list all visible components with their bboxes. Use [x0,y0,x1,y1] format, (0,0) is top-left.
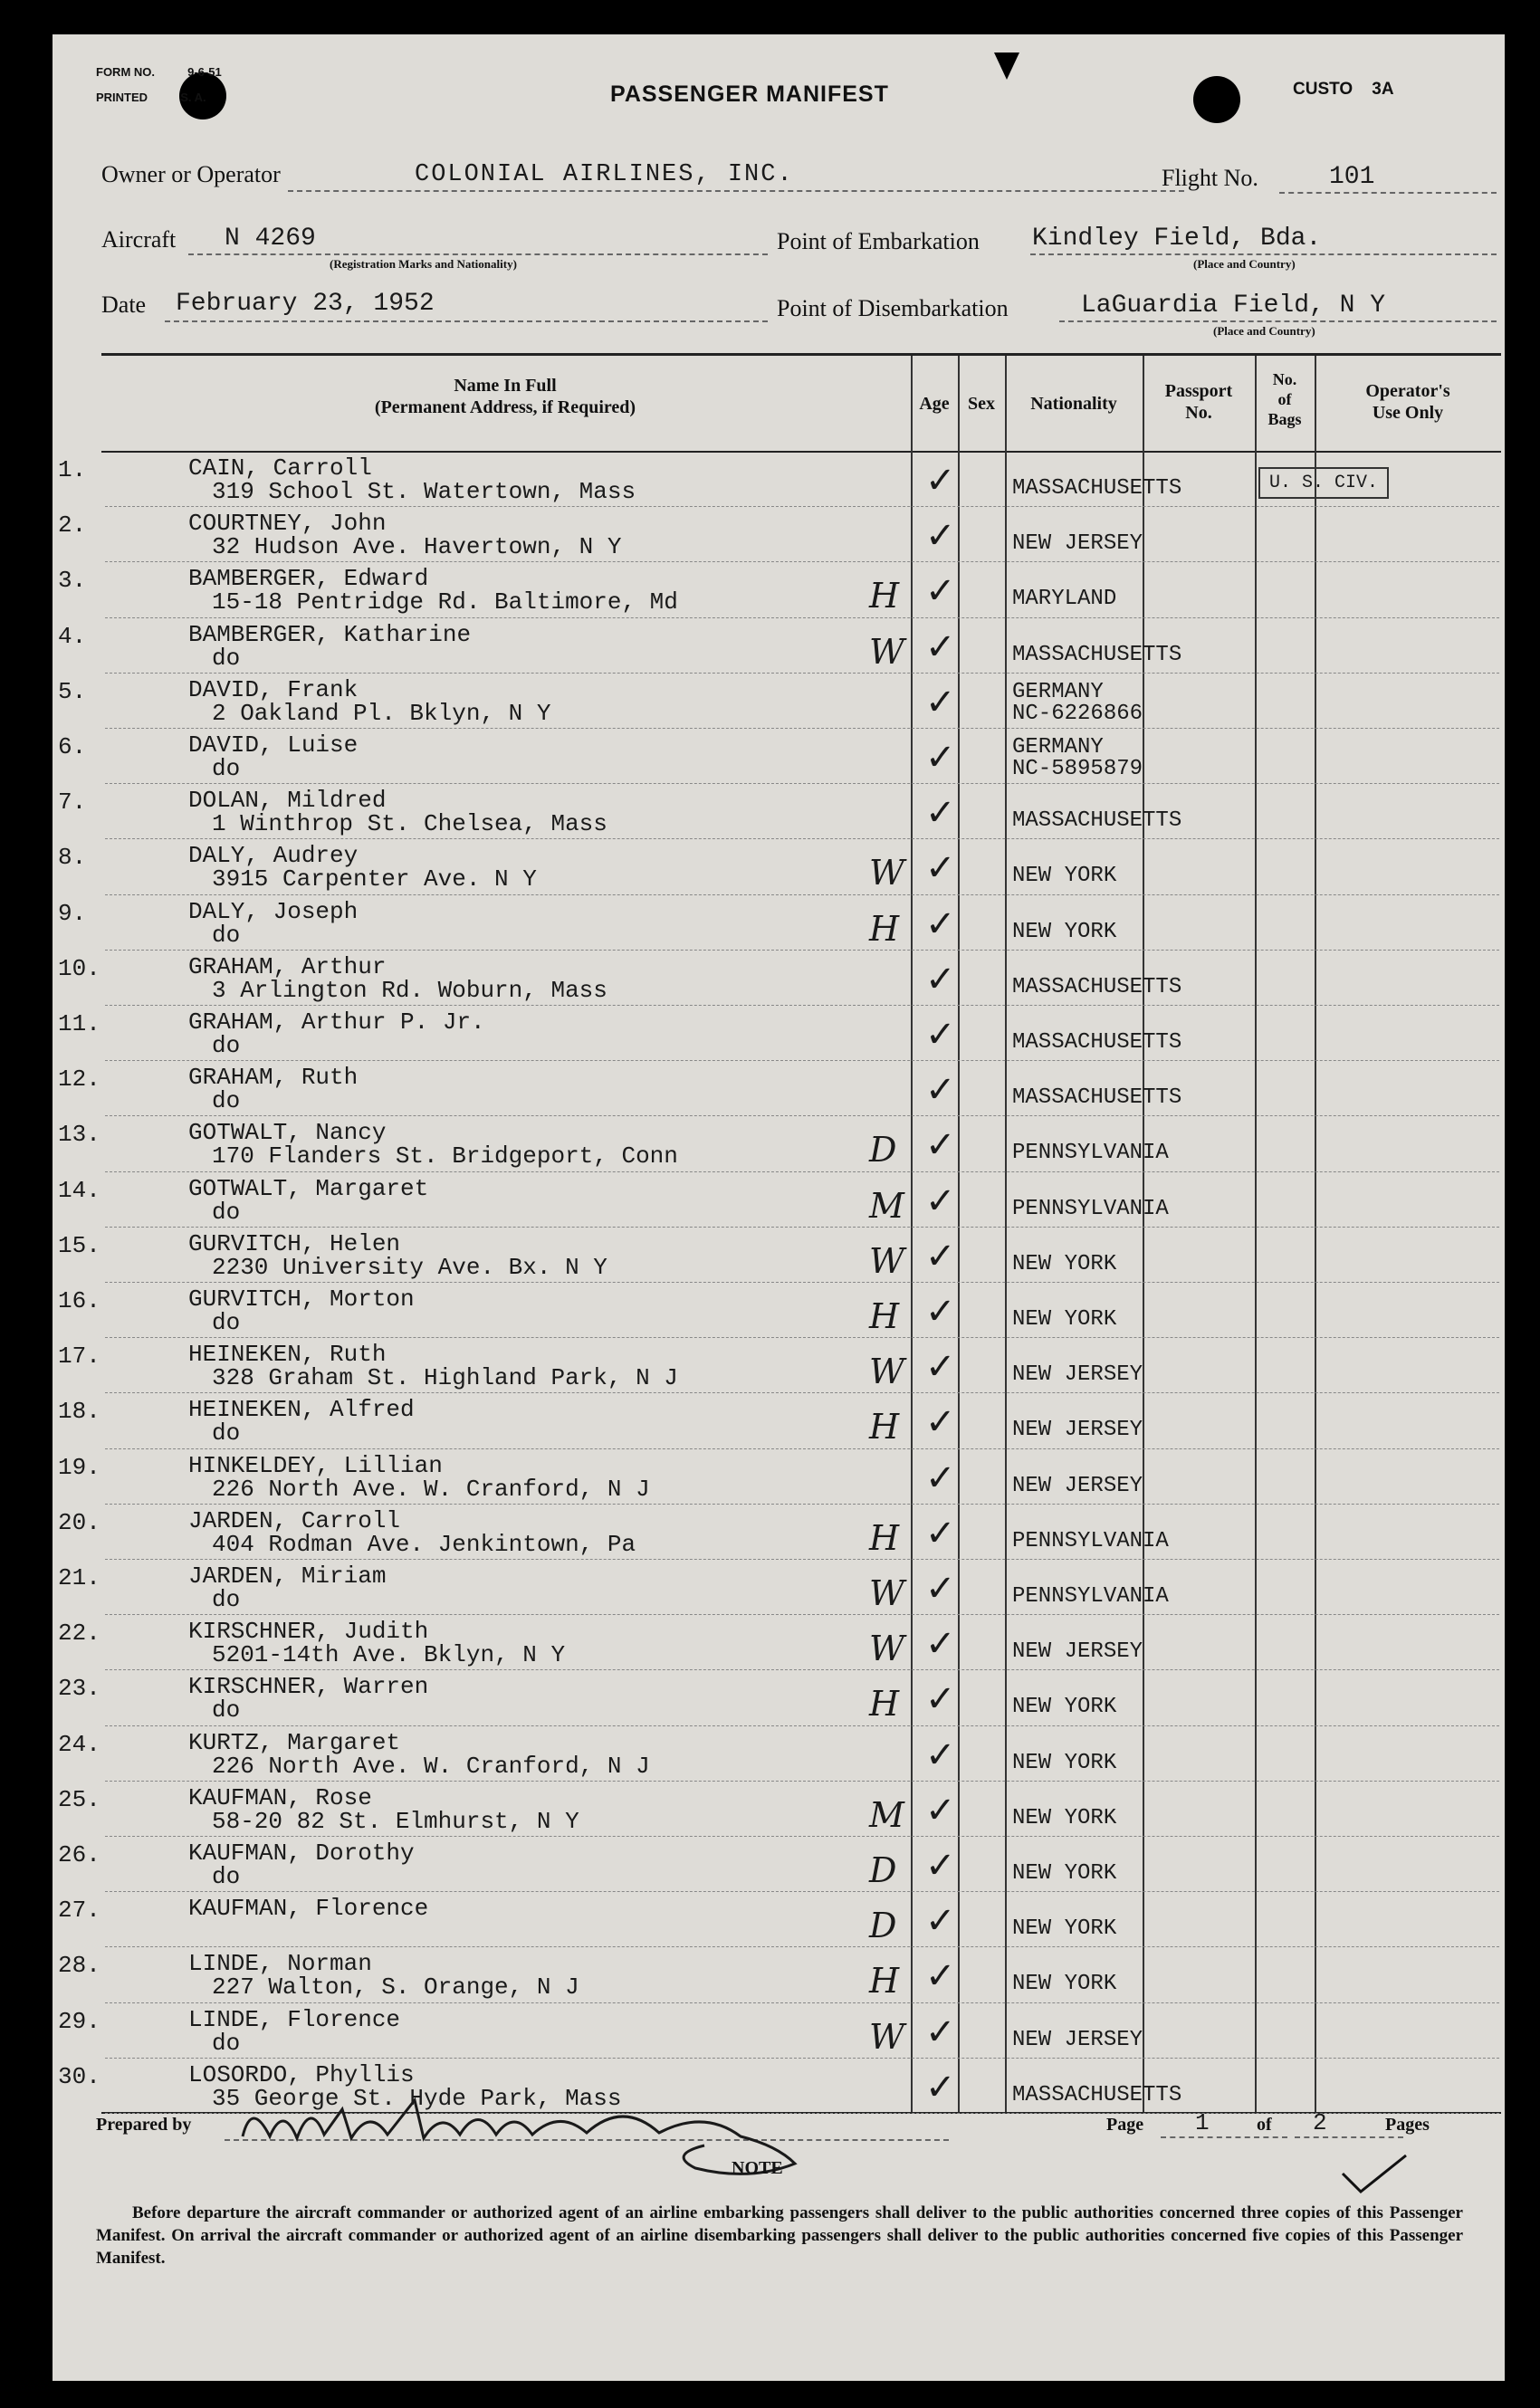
nationality: NEW YORK [1012,1695,1117,1720]
passenger-address: 170 Flanders St. Bridgeport, Conn [212,1142,678,1171]
passenger-address: do [212,1696,241,1725]
nationality: NEW JERSEY [1012,1418,1143,1443]
row-number: 10. [58,954,100,982]
table-row [53,1448,1505,1504]
passenger-address: do [212,755,241,782]
date-underline [165,320,768,322]
passenger-name: HEINEKEN, Ruth [188,1341,387,1369]
table-row [53,2002,1505,2058]
disembark-underline [1059,320,1497,322]
sex-check-mark: ✓ [925,737,956,779]
sex-check-mark: ✓ [925,1180,956,1222]
row-number: 27. [58,1897,100,1925]
passenger-name: KAUFMAN, Dorothy [188,1839,415,1867]
passenger-name: GURVITCH, Helen [188,1229,401,1257]
table-row [53,1836,1505,1891]
disembark-value: LaGuardia Field, N Y [1081,291,1386,320]
passenger-name: DALY, Audrey [188,842,359,870]
passenger-name: KIRSCHNER, Judith [188,1618,429,1646]
sex-check-mark: ✓ [925,1124,956,1167]
table-row [53,506,1505,561]
row-number: 11. [58,1010,100,1037]
sex-check-mark: ✓ [925,1955,956,1998]
sex-check-mark: ✓ [925,515,956,558]
table-row [53,894,1505,950]
aircraft-note: (Registration Marks and Nationality) [330,257,517,271]
sex-check-mark: ✓ [925,1734,956,1776]
table-row [53,1005,1505,1060]
passenger-address: 5201-14th Ave. Bklyn, N Y [212,1641,566,1669]
passenger-name: LINDE, Norman [188,1950,372,1978]
form-number: FORM NO. 9-6-51 [96,65,222,79]
sex-check-mark: ✓ [925,1623,956,1666]
passenger-address: 15-18 Pentridge Rd. Baltimore, Md [212,588,678,616]
torn-mark [994,53,1019,80]
row-number: 16. [58,1287,100,1314]
passenger-address: 226 North Ave. W. Cranford, N J [212,1475,650,1503]
age-sex-mark: D [869,1850,897,1890]
sex-check-mark: ✓ [925,958,956,1000]
age-sex-mark: H [869,1296,900,1336]
col-header-passport: Passport No. [1164,381,1233,423]
sex-check-mark: ✓ [925,792,956,835]
col-header-nationality: Nationality [1030,394,1117,414]
table-row [53,673,1505,728]
table-row [53,950,1505,1005]
printed-label: PRINTED S. A. [96,91,206,104]
row-number: 5. [58,677,87,705]
owner-underline [288,190,1184,192]
pages-label: Pages [1385,2115,1430,2135]
passenger-name: JARDEN, Miriam [188,1562,387,1590]
col-header-operator: Operator's Use Only [1365,381,1450,423]
of-underline [1295,2136,1403,2138]
passenger-name: DAVID, Luise [188,731,359,759]
passenger-address: do [212,1309,241,1336]
passenger-address: do [212,1198,241,1226]
passenger-address: do [212,644,241,672]
aircraft-underline [188,253,768,255]
row-number: 23. [58,1675,100,1703]
nationality: MARYLAND [1012,587,1117,612]
nationality: NEW YORK [1012,1251,1117,1276]
sex-check-mark: ✓ [925,2066,956,2108]
table-row [53,561,1505,616]
page-value: 1 [1195,2109,1210,2136]
col-header-sex: Sex [968,394,995,414]
punch-hole-right [1193,76,1240,123]
sex-check-mark: ✓ [925,460,956,502]
date-value: February 23, 1952 [176,290,435,318]
table-row [53,1337,1505,1392]
row-number: 3. [58,567,87,595]
flight-value: 101 [1329,163,1375,191]
aircraft-value: N 4269 [225,225,316,253]
note-heading: NOTE [732,2158,783,2178]
table-row [53,451,1505,506]
owner-label: Owner or Operator [101,161,281,187]
passenger-name: GOTWALT, Nancy [188,1119,387,1147]
date-label: Date [101,291,147,318]
table-row [53,1282,1505,1337]
row-number: 17. [58,1343,100,1371]
aircraft-label: Aircraft [101,226,177,253]
prepared-by-label: Prepared by [96,2115,192,2135]
passenger-name: LINDE, Florence [188,2005,401,2033]
sex-check-mark: ✓ [925,2011,956,2053]
passenger-address: 1 Winthrop St. Chelsea, Mass [212,810,607,838]
age-sex-mark: W [869,1352,905,1392]
passenger-address: do [212,1419,241,1448]
page-underline [1161,2136,1287,2138]
sex-check-mark: ✓ [925,903,956,945]
flight-label: Flight No. [1162,165,1258,191]
passenger-address: do [212,2029,241,2057]
nationality: MASSACHUSETTS [1012,2082,1182,2107]
passenger-address: 404 Rodman Ave. Jenkintown, Pa [212,1530,636,1558]
row-number: 18. [58,1398,100,1426]
nationality: MASSACHUSETTS [1012,808,1182,834]
age-sex-mark: M [869,1185,904,1226]
row-number: 21. [58,1564,100,1591]
row-number: 4. [58,622,87,650]
passport-number: NC-6226866 [1012,701,1143,726]
sex-check-mark: ✓ [925,681,956,723]
passenger-address: 2 Oakland Pl. Bklyn, N Y [212,699,551,727]
nationality: MASSACHUSETTS [1012,974,1182,999]
table-row [53,1946,1505,2002]
row-number: 28. [58,1952,100,1980]
sex-check-mark: ✓ [925,1900,956,1943]
passenger-name: DOLAN, Mildred [188,787,387,815]
row-number: 30. [58,2062,100,2090]
nationality: NEW YORK [1012,1307,1117,1332]
passenger-name: BAMBERGER, Edward [188,565,429,593]
table-row [53,1227,1505,1282]
manifest-page [53,34,1505,2381]
passenger-name: BAMBERGER, Katharine [188,620,472,648]
customs-form: CUSTO 3A [1293,80,1394,99]
sex-check-mark: ✓ [925,1291,956,1333]
table-row [53,728,1505,783]
age-sex-mark: M [869,1794,904,1835]
table-row [53,1392,1505,1448]
age-sex-mark: H [869,908,900,949]
sex-check-mark: ✓ [925,626,956,668]
passenger-address: do [212,1586,241,1613]
age-sex-mark: H [869,1684,900,1725]
row-number: 8. [58,844,87,872]
age-sex-mark: H [869,1961,900,2002]
age-sex-mark: W [869,1240,905,1281]
nationality: MASSACHUSETTS [1012,1030,1182,1055]
age-sex-mark: D [869,1906,897,1946]
nationality: NEW JERSEY [1012,1639,1143,1665]
nationality: MASSACHUSETTS [1012,476,1182,501]
embark-label: Point of Embarkation [777,228,980,254]
nationality: NEW JERSEY [1012,1473,1143,1498]
nationality: PENNSYLVANIA [1012,1528,1169,1553]
passenger-name: KURTZ, Margaret [188,1728,401,1756]
sex-check-mark: ✓ [925,1235,956,1277]
passenger-address: 58-20 82 St. Elmhurst, N Y [212,1807,579,1835]
table-row [53,1559,1505,1614]
nationality: GERMANY [1012,679,1104,704]
table-row [53,1614,1505,1669]
passenger-address: 226 North Ave. W. Cranford, N J [212,1752,650,1780]
sex-check-mark: ✓ [925,1069,956,1112]
disembark-note: (Place and Country) [1213,324,1315,338]
passenger-name: JARDEN, Carroll [188,1506,401,1534]
nationality: NEW YORK [1012,1750,1117,1775]
sex-check-mark: ✓ [925,1789,956,1831]
nationality: NEW JERSEY [1012,1362,1143,1388]
row-number: 13. [58,1121,100,1149]
owner-value: COLONIAL AIRLINES, INC. [415,161,794,188]
passenger-name: COURTNEY, John [188,510,387,538]
sex-check-mark: ✓ [925,1678,956,1721]
nationality: NEW YORK [1012,1805,1117,1830]
nationality: MASSACHUSETTS [1012,642,1182,667]
col-header-bags: No. of Bags [1267,370,1302,428]
row-number: 14. [58,1176,100,1204]
nationality: NEW YORK [1012,1861,1117,1886]
sex-check-mark: ✓ [925,1457,956,1499]
sex-check-mark: ✓ [925,847,956,890]
passenger-name: LOSORDO, Phyllis [188,2060,415,2088]
age-sex-mark: W [869,1573,905,1613]
passenger-name: KAUFMAN, Florence [188,1895,429,1923]
passenger-name: GURVITCH, Morton [188,1285,415,1313]
nationality: PENNSYLVANIA [1012,1196,1169,1221]
passenger-address: do [212,921,241,949]
passenger-address: do [212,1032,241,1059]
passenger-address: 35 George St. Hyde Park, Mass [212,2084,622,2112]
table-row [53,1781,1505,1836]
nationality: PENNSYLVANIA [1012,1141,1169,1166]
nationality: NEW YORK [1012,864,1117,889]
nationality: NEW YORK [1012,1916,1117,1942]
flight-underline [1279,192,1497,194]
nationality: NEW JERSEY [1012,2027,1143,2052]
signature [234,2082,922,2182]
footer-check-mark [1338,2151,1411,2196]
age-sex-mark: D [869,1130,897,1171]
col-header-name: Name In Full (Permanent Address, if Required) [374,376,636,417]
age-sex-mark: W [869,1629,905,1669]
of-value: 2 [1313,2109,1327,2136]
nationality: NEW YORK [1012,1972,1117,1997]
sex-check-mark: ✓ [925,1014,956,1056]
table-row [53,1504,1505,1559]
age-sex-mark: H [869,1407,900,1448]
row-number: 29. [58,2007,100,2035]
row-number: 26. [58,1841,100,1868]
passenger-address: 3915 Carpenter Ave. N Y [212,865,537,893]
age-sex-mark: H [869,576,900,616]
passport-number: NC-5895879 [1012,757,1143,781]
row-number: 19. [58,1453,100,1481]
passenger-name: DAVID, Frank [188,675,359,703]
row-number: 1. [58,456,87,483]
disembark-label: Point of Disembarkation [777,295,1009,321]
passenger-address: 319 School St. Watertown, Mass [212,478,636,505]
passenger-name: HINKELDEY, Lillian [188,1451,443,1479]
sex-check-mark: ✓ [925,1346,956,1389]
table-row [53,617,1505,673]
passenger-name: HEINEKEN, Alfred [188,1396,415,1424]
nationality: NEW JERSEY [1012,531,1143,557]
table-row [53,1060,1505,1115]
age-sex-mark: H [869,1517,900,1558]
row-number: 22. [58,1620,100,1648]
age-sex-mark: W [869,631,905,672]
passenger-name: CAIN, Carroll [188,454,372,482]
sex-check-mark: ✓ [925,1512,956,1554]
table-row [53,1891,1505,1946]
table-row [53,783,1505,838]
table-row [53,1669,1505,1725]
row-number: 15. [58,1231,100,1259]
sex-check-mark: ✓ [925,1568,956,1610]
table-row [53,838,1505,893]
nationality: NEW YORK [1012,919,1117,944]
passenger-address: 328 Graham St. Highland Park, N J [212,1364,678,1392]
passenger-address: 32 Hudson Ave. Havertown, N Y [212,533,622,561]
passenger-address: do [212,1087,241,1115]
table-row [53,1171,1505,1227]
passenger-address: 3 Arlington Rd. Woburn, Mass [212,976,607,1004]
row-number: 9. [58,899,87,927]
passenger-address: 2230 University Ave. Bx. N Y [212,1253,607,1281]
row-number: 20. [58,1508,100,1536]
table-row [53,1115,1505,1171]
passenger-address: do [212,1863,241,1890]
passenger-name: GRAHAM, Ruth [188,1064,359,1092]
sex-check-mark: ✓ [925,570,956,613]
sex-check-mark: ✓ [925,1845,956,1887]
nationality: GERMANY [1012,735,1104,760]
embark-note: (Place and Country) [1193,257,1296,271]
nationality: MASSACHUSETTS [1012,1085,1182,1111]
row-number: 24. [58,1730,100,1758]
row-number: 2. [58,511,87,540]
passenger-name: KAUFMAN, Rose [188,1783,372,1811]
passenger-name: GRAHAM, Arthur P. Jr. [188,1008,485,1036]
passenger-name: GRAHAM, Arthur [188,952,387,980]
embark-value: Kindley Field, Bda. [1032,225,1322,253]
age-sex-mark: W [869,2016,905,2057]
passenger-name: GOTWALT, Margaret [188,1174,429,1202]
row-number: 6. [58,733,87,760]
passenger-name: KIRSCHNER, Warren [188,1673,429,1701]
sex-check-mark: ✓ [925,1401,956,1444]
of-label: of [1257,2115,1272,2135]
us-civ-stamp: U. S. CIV. [1258,467,1389,499]
note-text: Before departure the aircraft commander or authorized agent of an airline embarking passengers shall deliver to the public authorities concerned three copies of this Passenger Manifest. On arrival the aircraft commander or authorized agent of an airline disembarking passengers shall deliver to the public authorities concerned five copies of this Passenger Manifest. [96,2203,1463,2268]
passenger-address: 227 Walton, S. Orange, N J [212,1973,579,2002]
row-number: 7. [58,788,87,817]
age-sex-mark: W [869,853,905,893]
table-top-rule [101,353,1501,356]
embark-underline [1030,253,1497,255]
page-label: Page [1106,2115,1144,2135]
nationality: PENNSYLVANIA [1012,1584,1169,1609]
row-number: 25. [58,1785,100,1813]
table-row [53,1725,1505,1781]
manifest-title: PASSENGER MANIFEST [610,81,889,107]
passenger-name: DALY, Joseph [188,897,359,925]
row-number: 12. [58,1065,100,1094]
col-header-age: Age [919,394,950,414]
